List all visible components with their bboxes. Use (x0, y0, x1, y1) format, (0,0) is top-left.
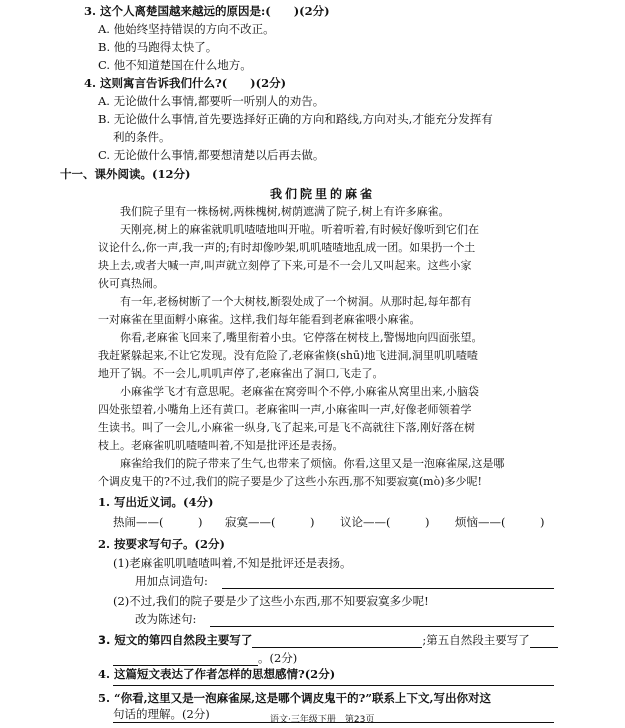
q4-stem: 4. 这则寓言告诉我们什么?( )(2分) (84, 76, 287, 90)
passage-line: 天刚亮,树上的麻雀就叽叽喳喳地叫开啦。听着听着,有时候好像听到它们在 (120, 223, 479, 236)
page-footer: 语文·三年级下册 第23页 (270, 715, 375, 725)
synonym-pair: 热闹——( ) (113, 515, 203, 529)
q2-task-2: 改为陈述句: (135, 612, 197, 626)
q5-line1: 5. “你看,这里又是一泡麻雀屎,这是哪个调皮鬼干的?”联系上下文,写出你对这 (98, 691, 491, 705)
answer-line[interactable] (113, 685, 554, 686)
q3b-part3: 。(2分) (258, 651, 298, 665)
passage-line: 小麻雀学飞才有意思呢。老麻雀在窝旁叫个不停,小麻雀从窝里出来,小脑袋 (120, 385, 479, 398)
passage-line: 一对麻雀在里面孵小麻雀。这样,我们每年能看到老麻雀喂小麻雀。 (98, 313, 421, 326)
passage-line: 有一年,老杨树断了一个大树枝,断裂处成了一个树洞。从那时起,每年都有 (120, 295, 472, 308)
passage-line: 麻雀给我们的院子带来了生气,也带来了烦恼。你看,这里又是一泡麻雀屎,这是哪 (120, 457, 505, 470)
passage-line: 个调皮鬼干的?不过,我们的院子要是少了这些小东西,那不知要寂寞(mò)多少呢! (98, 475, 482, 488)
answer-blank[interactable] (113, 653, 258, 666)
q5-line2: 句话的理解。(2分) (113, 707, 210, 721)
q4-option-b-line2: 利的条件。 (113, 130, 171, 144)
passage-line: 块上去,或者大喊一声,叫声就立刻停了下来,可是不一会儿又叫起来。这些小家 (98, 259, 472, 272)
passage-line: 你看,老麻雀飞回来了,嘴里衔着小虫。它停落在树枝上,警惕地向四面张望。 (120, 331, 483, 344)
q3-option-b: B. 他的马跑得太快了。 (98, 40, 218, 54)
q3-option-c: C. 他不知道楚国在什么地方。 (98, 58, 252, 72)
passage-line: 枝上。老麻雀叽叽喳喳叫着,不知是批评还是表扬。 (98, 439, 344, 452)
passage-line: 我赶紧躲起来,不让它发现。没有危险了,老麻雀倏(shū)地飞进洞,洞里叽叽喳喳 (98, 349, 478, 362)
q3b-line2 (113, 650, 297, 666)
answer-blank[interactable] (530, 635, 558, 648)
q4-option-b-line1: B. 无论做什么事情,首先要选择好正确的方向和路线,方向对头,才能充分发挥有 (98, 112, 493, 126)
q3b-line1 (98, 632, 558, 648)
q3b-part2: ;第五自然段主要写了 (422, 633, 530, 647)
passage-title: 我们院里的麻雀 (270, 187, 376, 201)
passage-line: 生读书。叫了一会儿,小麻雀一纵身,飞了起来,可是飞不高就往下落,刚好落在树 (98, 421, 475, 434)
answer-blank[interactable] (252, 635, 422, 648)
passage-line: 我们院子里有一株杨树,两株槐树,树荫遮满了院子,树上有许多麻雀。 (120, 205, 450, 218)
q4-option-a: A. 无论做什么事情,都要听一听别人的劝告。 (98, 94, 325, 108)
passage-line: 议论什么,你一声,我一声的;有时却像吵架,叽叽喳喳地乱成一团。如果扔一个土 (98, 241, 476, 254)
q2-stem: 2. 按要求写句子。(2分) (98, 537, 225, 551)
q3b-part1: 3. 短文的第四自然段主要写了 (98, 633, 253, 647)
q2-sentence-1: (1)老麻雀叽叽喳喳叫着,不知是批评还是表扬。 (113, 556, 352, 570)
answer-line[interactable] (222, 588, 554, 589)
passage-line: 四处张望着,小嘴角上还有黄口。老麻雀叫一声,小麻雀叫一声,好像老师领着学 (98, 403, 472, 416)
q2-sentence-2: (2)不过,我们的院子要是少了这些小东西,那不知要寂寞多少呢! (113, 594, 429, 608)
q3-option-a: A. 他始终坚持错误的方向不改正。 (98, 22, 275, 36)
synonym-pair: 议论——( ) (340, 515, 430, 529)
q4b-stem: 4. 这篇短文表达了作者怎样的思想感情?(2分) (98, 667, 336, 681)
passage-line: 地开了锅。不一会儿,叽叽声停了,老麻雀出了洞口,飞走了。 (98, 367, 384, 380)
q2-task-1: 用加点词造句: (135, 574, 208, 588)
section-heading: 十一、课外阅读。(12分) (60, 167, 191, 181)
q1-stem: 1. 写出近义词。(4分) (98, 495, 214, 509)
q4-option-c: C. 无论做什么事情,都要想清楚以后再去做。 (98, 148, 325, 162)
synonym-pair: 寂寞——( ) (225, 515, 315, 529)
synonym-pair: 烦恼——( ) (455, 515, 545, 529)
q3-stem: 3. 这个人离楚国越来越远的原因是:( )(2分) (84, 4, 330, 18)
passage-line: 伙可真热闹。 (98, 277, 164, 290)
answer-line[interactable] (210, 626, 554, 627)
